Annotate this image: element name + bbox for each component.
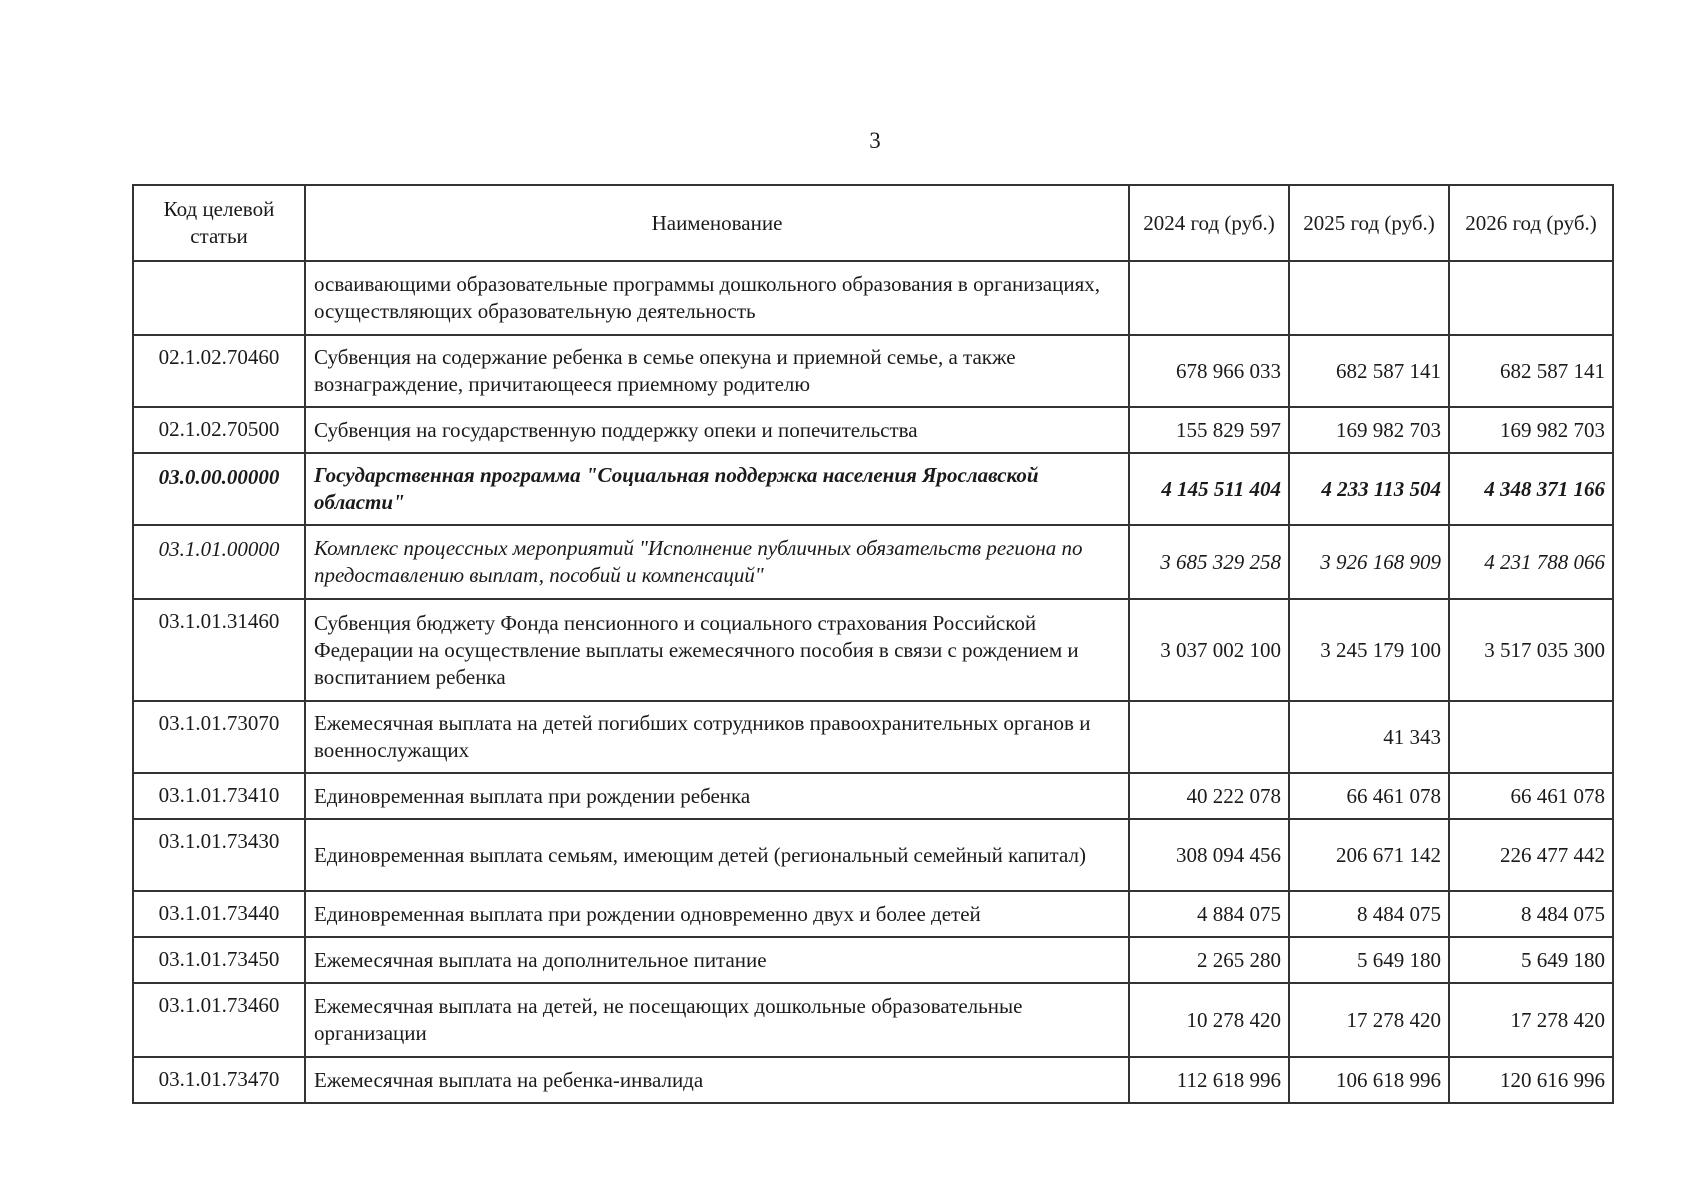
row-code: 03.1.01.73410 — [133, 773, 305, 819]
row-amount-2026: 120 616 996 — [1449, 1057, 1613, 1103]
row-name: Ежемесячная выплата на детей, не посещающих дошкольные образовательные организации — [305, 983, 1129, 1057]
row-amount-2024: 2 265 280 — [1129, 937, 1289, 983]
row-amount-2026: 66 461 078 — [1449, 773, 1613, 819]
row-amount-2026: 4 348 371 166 — [1449, 453, 1613, 525]
table-row — [133, 983, 1613, 1057]
header-2025: 2025 год (руб.) — [1289, 185, 1449, 261]
row-name: Единовременная выплата при рождении ребенка — [305, 773, 1129, 819]
row-amount-2026: 5 649 180 — [1449, 937, 1613, 983]
row-amount-2026: 17 278 420 — [1449, 983, 1613, 1057]
header-2026: 2026 год (руб.) — [1449, 185, 1613, 261]
table-row-complex — [133, 525, 1613, 599]
row-code — [133, 261, 305, 335]
row-name: Ежемесячная выплата на дополнительное питание — [305, 937, 1129, 983]
row-amount-2026 — [1449, 261, 1613, 335]
row-amount-2026: 3 517 035 300 — [1449, 599, 1613, 701]
row-amount-2026: 226 477 442 — [1449, 819, 1613, 891]
row-amount-2025: 4 233 113 504 — [1289, 453, 1449, 525]
row-amount-2024: 3 685 329 258 — [1129, 525, 1289, 599]
row-name: Субвенция на содержание ребенка в семье опекуна и приемной семье, а также вознаграждение, причитающееся приемному родителю — [305, 335, 1129, 407]
row-amount-2024: 4 884 075 — [1129, 891, 1289, 937]
row-amount-2024: 3 037 002 100 — [1129, 599, 1289, 701]
row-amount-2024 — [1129, 261, 1289, 335]
row-amount-2024: 155 829 597 — [1129, 407, 1289, 453]
row-amount-2024: 308 094 456 — [1129, 819, 1289, 891]
table-row — [133, 599, 1613, 701]
row-amount-2026: 4 231 788 066 — [1449, 525, 1613, 599]
row-code: 02.1.02.70460 — [133, 335, 305, 407]
row-amount-2025 — [1289, 261, 1449, 335]
table-row — [133, 261, 1613, 335]
row-amount-2026: 8 484 075 — [1449, 891, 1613, 937]
header-2024: 2024 год (руб.) — [1129, 185, 1289, 261]
row-amount-2026: 682 587 141 — [1449, 335, 1613, 407]
table-header-row — [133, 185, 1613, 261]
row-amount-2025: 41 343 — [1289, 701, 1449, 773]
budget-table — [132, 184, 1614, 1104]
row-name: Ежемесячная выплата на детей погибших сотрудников правоохранительных органов и военнослужащих — [305, 701, 1129, 773]
table-row — [133, 701, 1613, 773]
row-code: 03.0.00.00000 — [133, 453, 305, 525]
table-row — [133, 773, 1613, 819]
row-code: 03.1.01.73460 — [133, 983, 305, 1057]
row-amount-2026: 169 982 703 — [1449, 407, 1613, 453]
row-amount-2024: 4 145 511 404 — [1129, 453, 1289, 525]
table-row — [133, 407, 1613, 453]
row-name: Государственная программа "Социальная поддержка населения Ярославской области" — [305, 453, 1129, 525]
row-amount-2024: 678 966 033 — [1129, 335, 1289, 407]
table-row — [133, 937, 1613, 983]
row-code: 02.1.02.70500 — [133, 407, 305, 453]
row-name: Ежемесячная выплата на ребенка-инвалида — [305, 1057, 1129, 1103]
row-code: 03.1.01.73470 — [133, 1057, 305, 1103]
row-code: 03.1.01.73430 — [133, 819, 305, 891]
row-name: осваивающими образовательные программы дошкольного образования в организациях, осуществляющих образовательную деятельность — [305, 261, 1129, 335]
row-name: Комплекс процессных мероприятий "Исполнение публичных обязательств региона по предоставлению выплат, пособий и компенсаций" — [305, 525, 1129, 599]
row-amount-2024: 10 278 420 — [1129, 983, 1289, 1057]
row-amount-2024: 112 618 996 — [1129, 1057, 1289, 1103]
row-amount-2025: 3 245 179 100 — [1289, 599, 1449, 701]
table-row — [133, 335, 1613, 407]
row-amount-2025: 17 278 420 — [1289, 983, 1449, 1057]
row-amount-2025: 66 461 078 — [1289, 773, 1449, 819]
row-amount-2025: 3 926 168 909 — [1289, 525, 1449, 599]
row-code: 03.1.01.31460 — [133, 599, 305, 701]
row-code: 03.1.01.73440 — [133, 891, 305, 937]
row-name: Единовременная выплата семьям, имеющим детей (региональный семейный капитал) — [305, 819, 1129, 891]
row-name: Субвенция бюджету Фонда пенсионного и социального страхования Российской Федерации на осуществление выплаты ежемесячного пособия в связи с рождением и воспитанием ребенка — [305, 599, 1129, 701]
page-number: 3 — [869, 128, 881, 153]
table-row — [133, 819, 1613, 891]
row-name: Субвенция на государственную поддержку опеки и попечительства — [305, 407, 1129, 453]
table-row-program — [133, 453, 1613, 525]
row-code: 03.1.01.73070 — [133, 701, 305, 773]
row-amount-2025: 169 982 703 — [1289, 407, 1449, 453]
row-amount-2025: 206 671 142 — [1289, 819, 1449, 891]
row-code: 03.1.01.00000 — [133, 525, 305, 599]
row-name: Единовременная выплата при рождении одновременно двух и более детей — [305, 891, 1129, 937]
row-amount-2026 — [1449, 701, 1613, 773]
table-row — [133, 1057, 1613, 1103]
header-name: Наименование — [305, 185, 1129, 261]
row-amount-2024: 40 222 078 — [1129, 773, 1289, 819]
row-code: 03.1.01.73450 — [133, 937, 305, 983]
table-row — [133, 891, 1613, 937]
header-code: Код целевой статьи — [133, 185, 305, 261]
row-amount-2025: 682 587 141 — [1289, 335, 1449, 407]
row-amount-2025: 5 649 180 — [1289, 937, 1449, 983]
row-amount-2025: 106 618 996 — [1289, 1057, 1449, 1103]
row-amount-2025: 8 484 075 — [1289, 891, 1449, 937]
row-amount-2024 — [1129, 701, 1289, 773]
